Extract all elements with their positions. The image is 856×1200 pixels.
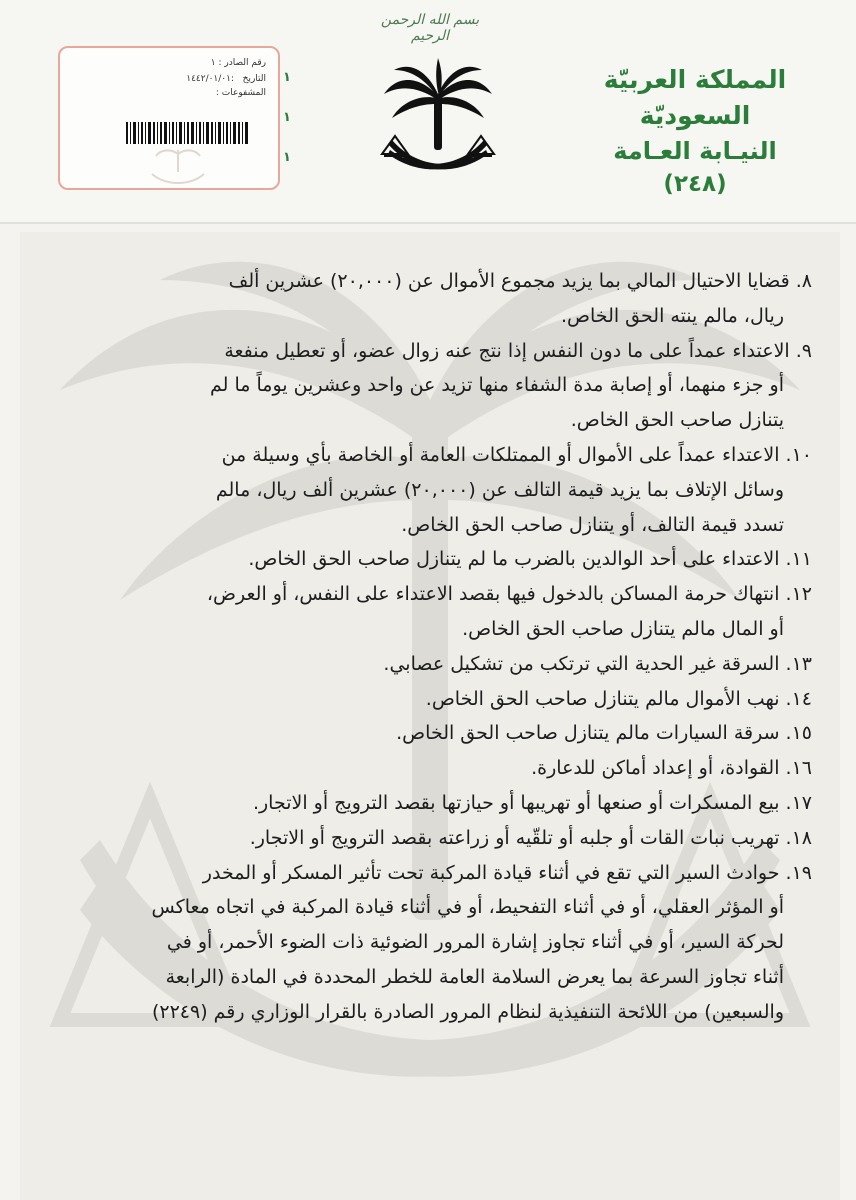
list-item-first-line: ١٢. انتهاك حرمة المساكن بالدخول فيها بقصد الاعتداء على النفس، أو العرض، bbox=[206, 583, 812, 606]
date-value: :١٤٤٢/٠١/٠١ bbox=[186, 74, 235, 84]
list-item-first-line: ١٧. بيع المسكرات أو صنعها أو تهريبها أو حيازتها بقصد الترويج أو الاتجار. bbox=[252, 791, 812, 814]
list-item-line: والسبعين) من اللائحة التنفيذية لنظام المرور الصادرة بالقرار الوزاري رقم (٢٢٤٩) bbox=[151, 1000, 784, 1023]
list-item-line: يتنازل صاحب الحق الخاص. bbox=[570, 409, 784, 432]
document-text bbox=[42, 264, 812, 1030]
agency-name: النيـابة العـامة bbox=[613, 137, 777, 165]
list-item-line: تسدد قيمة التالف، أو يتنازل صاحب الحق الخاص. bbox=[401, 513, 784, 536]
list-item bbox=[42, 438, 812, 542]
list-item-first-line: ١٠. الاعتداء عمداً على الأموال أو الممتلكات العامة أو الخاصة بأي وسيلة من bbox=[221, 443, 812, 466]
list-item-line: ريال، مالم ينته الحق الخاص. bbox=[561, 304, 784, 327]
list-item bbox=[42, 682, 812, 717]
list-item bbox=[42, 264, 812, 334]
side-mark: ١ bbox=[283, 150, 291, 165]
list-item-line: أو المال مالم يتنازل صاحب الحق الخاص. bbox=[462, 617, 784, 640]
date-row bbox=[186, 74, 266, 84]
letterhead bbox=[0, 0, 856, 222]
list-item bbox=[42, 647, 812, 682]
issue-number-row bbox=[211, 58, 266, 68]
list-item-line: أو المؤثر العقلي، أو في أثناء التفحيط، أو في أثناء قيادة المركبة في اتجاه معاكس bbox=[151, 896, 784, 919]
list-item-line: وسائل الإتلاف بما يزيد قيمة التالف عن (٢٠,٠٠٠) عشرين ألف ريال، مالم bbox=[215, 478, 784, 501]
list-item bbox=[42, 751, 812, 786]
side-mark: ١ bbox=[283, 110, 291, 125]
list-item-first-line: ١٣. السرقة غير الحدية التي ترتكب من تشكيل عصابي. bbox=[383, 652, 812, 675]
list-item-first-line: ١١. الاعتداء على أحد الوالدين بالضرب ما لم يتنازل صاحب الحق الخاص. bbox=[248, 548, 812, 571]
attachments-row bbox=[216, 88, 266, 98]
side-marks bbox=[283, 70, 295, 190]
list-item-first-line: ١٨. تهريب نبات القات أو جلبه أو تلقّيه أو زراعته بقصد الترويج أو الاتجار. bbox=[249, 826, 812, 849]
list-item-first-line: ٩. الاعتداء عمداً على ما دون النفس إذا نتج عنه زوال عضو، أو تعطيل منفعة bbox=[224, 339, 812, 362]
faint-emblem-icon bbox=[148, 146, 208, 186]
list-item bbox=[42, 577, 812, 647]
country-name: المملكة العربيّة السعوديّة bbox=[603, 65, 787, 130]
list-item bbox=[42, 542, 812, 577]
issue-number-label: رقم الصادر : bbox=[218, 58, 266, 68]
list-item bbox=[42, 821, 812, 856]
list-item-first-line: ١٥. سرقة السيارات مالم يتنازل صاحب الحق الخاص. bbox=[396, 722, 812, 745]
list-item-first-line: ١٦. القوادة، أو إعداد أماكن للدعارة. bbox=[531, 757, 812, 780]
list-item-line: أثناء تجاوز السرعة بما يعرض السلامة العامة للخطر المحددة في المادة (الرابعة bbox=[165, 965, 784, 988]
list-item bbox=[42, 334, 812, 438]
list-item-first-line: ١٩. حوادث السير التي تقع في أثناء قيادة المركبة تحت تأثير المسكر أو المخدر bbox=[202, 861, 812, 884]
header-divider bbox=[0, 222, 856, 224]
barcode-icon bbox=[126, 122, 250, 144]
issue-number-value: ١ bbox=[210, 58, 216, 68]
basmala: بسم الله الرحمن الرحيم bbox=[380, 12, 480, 44]
side-mark: ١ bbox=[283, 70, 291, 85]
list-item-line: لحركة السير، أو في أثناء تجاوز إشارة المرور الضوئية ذات الضوء الأحمر، أو في bbox=[166, 931, 784, 954]
list-item bbox=[42, 856, 812, 1030]
government-title bbox=[560, 62, 830, 200]
list-item bbox=[42, 786, 812, 821]
list-item-first-line: ٨. قضايا الاحتيال المالي بما يزيد مجموع الأموال عن (٢٠,٠٠٠) عشرين ألف bbox=[228, 270, 812, 292]
list-item bbox=[42, 716, 812, 751]
list-item-line: أو جزء منهما، أو إصابة مدة الشفاء منها تزيد عن واحد وعشرين يوماً ما لم bbox=[210, 374, 784, 397]
agency-code: (٢٤٨) bbox=[663, 171, 727, 197]
list-item-first-line: ١٤. نهب الأموال مالم يتنازل صاحب الحق الخاص. bbox=[425, 687, 812, 710]
attachments-label: المشفوعات : bbox=[215, 88, 266, 98]
date-label: التاريخ bbox=[242, 74, 266, 84]
outgoing-stamp bbox=[58, 46, 280, 190]
saudi-emblem-icon bbox=[378, 54, 498, 184]
